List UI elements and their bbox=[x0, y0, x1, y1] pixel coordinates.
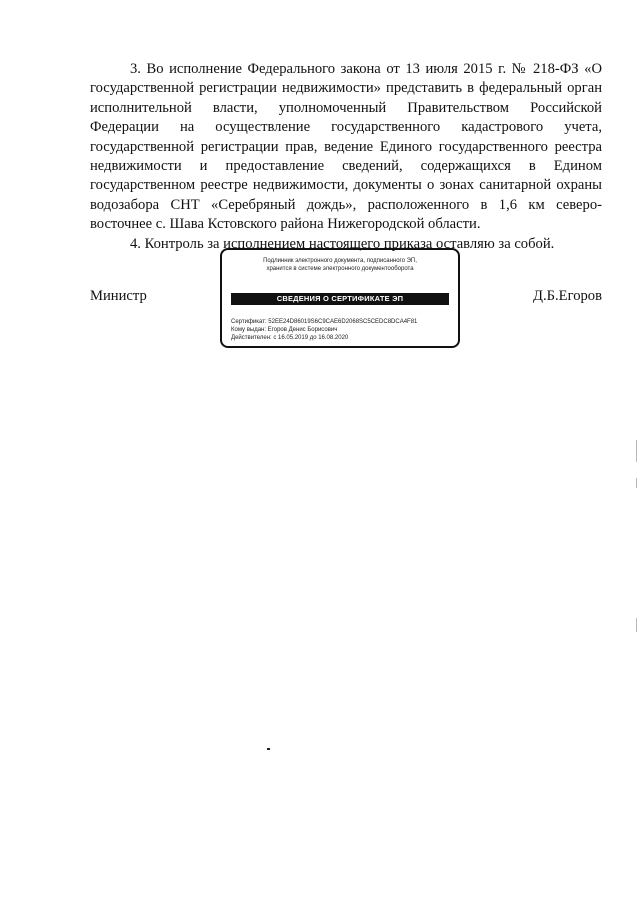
stamp-header: СВЕДЕНИЯ О СЕРТИФИКАТЕ ЭП bbox=[231, 293, 449, 305]
certificate-number: Сертификат: 52EE24D86019S6C9CAE6D2068SC5CEDC8DCA4F81 bbox=[231, 319, 418, 325]
certificate-owner: Кому выдан: Егоров Денис Борисович bbox=[231, 327, 338, 333]
stamp-details bbox=[231, 318, 417, 342]
document-body bbox=[90, 60, 602, 254]
certificate-validity: Действителен: с 16.05.2019 до 16.08.2020 bbox=[231, 335, 349, 341]
stamp-caption-line: Подлинник электронного документа, подписанного ЭП, bbox=[263, 258, 417, 264]
signatory-name: Д.Б.Егоров bbox=[533, 288, 602, 304]
stamp-caption bbox=[222, 257, 458, 273]
paragraph-3: 3. Во исполнение Федерального закона от 13 июля 2015 г. № 218-ФЗ «О государственной регистрации недвижимости» представить в федеральный орган исполнительной власти, уполномоченный Правительством Российской Федерации на осуществление государственного кадастрового учета, государственной регистрации прав, ведение Единого государственного реестра недвижимости и предоставление сведений, содержащихся в Едином государственном реестре недвижимости, документы о зонах санитарной охраны водозабора СНТ «Серебряный дождь», расположенного в 1,6 км северо-восточнее с. Шава Кстовского района Нижегородской области. bbox=[90, 61, 602, 233]
signatory-position: Министр bbox=[90, 288, 147, 304]
scan-edge-mark bbox=[636, 618, 637, 632]
electronic-signature-stamp bbox=[220, 248, 460, 348]
scan-speck bbox=[267, 748, 270, 750]
scan-edge-mark bbox=[636, 440, 637, 462]
stamp-caption-line: хранится в системе электронного документооборота bbox=[266, 266, 414, 272]
scan-edge-mark bbox=[636, 478, 637, 488]
paragraph-4: 4. Контроль за исполнением настоящего приказа оставляю за собой. bbox=[130, 235, 555, 252]
